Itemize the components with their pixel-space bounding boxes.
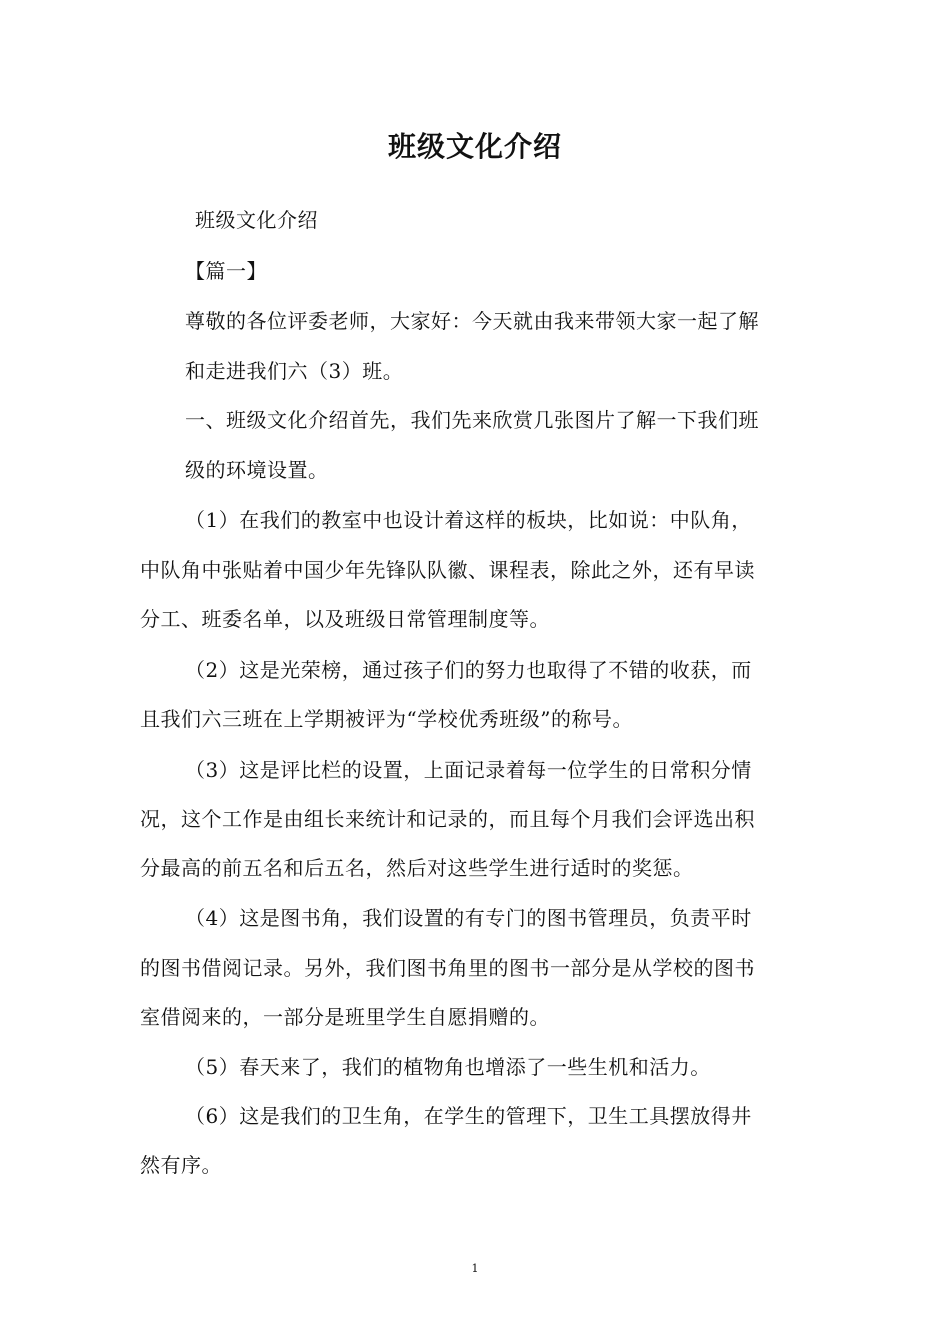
paragraph-line: 一、班级文化介绍首先，我们先来欣赏几张图片了解一下我们班: [185, 408, 759, 432]
paragraph-line: 的图书借阅记录。另外，我们图书角里的图书一部分是从学校的图书: [140, 956, 755, 980]
paragraph-line: 分最高的前五名和后五名，然后对这些学生进行适时的奖惩。: [140, 856, 694, 880]
paragraph-line: 且我们六三班在上学期被评为“学校优秀班级”的称号。: [140, 707, 633, 731]
paragraph-line: 和走进我们六（3）班。: [185, 359, 404, 383]
page-number: 1: [471, 1262, 479, 1275]
paragraph-line: （6）这是我们的卫生角，在学生的管理下，卫生工具摆放得井: [185, 1104, 752, 1128]
section-label: 【篇一】: [185, 259, 267, 283]
paragraph-line: （5）春天来了，我们的植物角也增添了一些生机和活力。: [185, 1055, 711, 1079]
paragraph-line: （4）这是图书角，我们设置的有专门的图书管理员，负责平时: [185, 906, 752, 930]
paragraph-line: 然有序。: [140, 1153, 222, 1177]
paragraph-line: 尊敬的各位评委老师，大家好：今天就由我来带领大家一起了解: [185, 309, 759, 333]
paragraph-line: 况，这个工作是由组长来统计和记录的，而且每个月我们会评选出积: [140, 807, 755, 831]
paragraph-line: （1）在我们的教室中也设计着这样的板块，比如说：中队角，: [185, 508, 752, 532]
paragraph-line: 中队角中张贴着中国少年先锋队队徽、课程表，除此之外，还有早读: [140, 558, 755, 582]
paragraph-line: （3）这是评比栏的设置，上面记录着每一位学生的日常积分情: [185, 758, 752, 782]
paragraph-line: 分工、班委名单，以及班级日常管理制度等。: [140, 607, 550, 631]
paragraph-line: （2）这是光荣榜，通过孩子们的努力也取得了不错的收获，而: [185, 658, 752, 682]
paragraph-line: 级的环境设置。: [185, 458, 329, 482]
paragraph-line: 室借阅来的，一部分是班里学生自愿捐赠的。: [140, 1005, 550, 1029]
subtitle: 班级文化介绍: [195, 208, 318, 232]
document-title: 班级文化介绍: [387, 130, 562, 163]
